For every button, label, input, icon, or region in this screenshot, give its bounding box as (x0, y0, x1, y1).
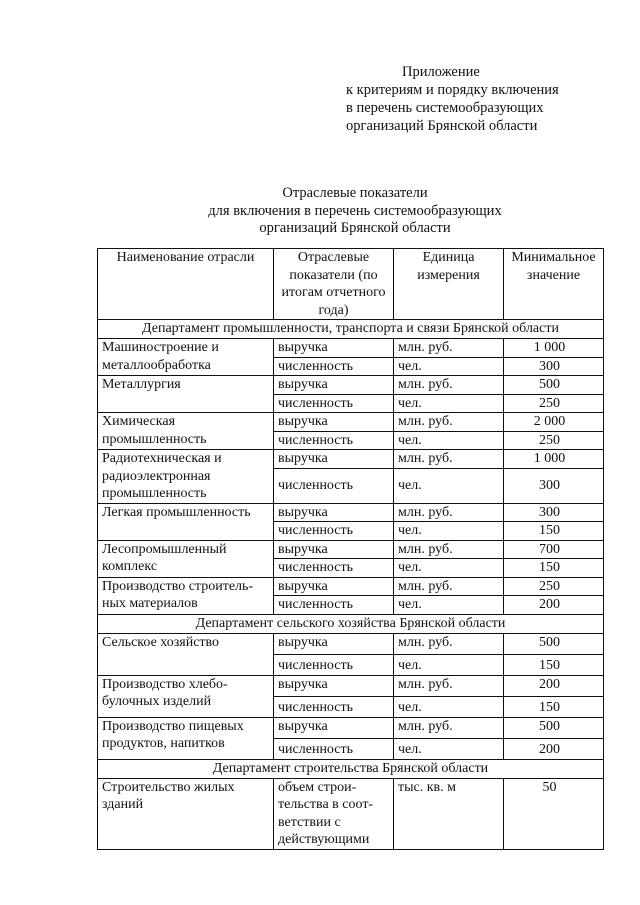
indicator-cell: численность (274, 468, 394, 503)
table-row (98, 540, 604, 559)
indicator-cell: численность (274, 357, 394, 376)
value-cell: 700 (504, 540, 604, 559)
table-row (98, 675, 604, 696)
indicator-cell: выручка (274, 376, 394, 395)
industry-name: Сельское хозяйство (98, 633, 274, 675)
appendix-line: организаций Брянской области (346, 118, 538, 134)
value-cell: 300 (504, 468, 604, 503)
value-cell: 150 (504, 559, 604, 578)
appendix-line: к критериям и порядку включения (346, 82, 559, 98)
value-cell: 500 (504, 633, 604, 654)
indicator-cell: численность (274, 522, 394, 541)
indicator-cell: выручка (274, 339, 394, 358)
table-header-row (98, 249, 604, 320)
value-cell: 2 000 (504, 413, 604, 432)
unit-cell: чел. (394, 394, 504, 413)
value-cell: 250 (504, 394, 604, 413)
indicator-cell: выручка (274, 503, 394, 522)
indicator-cell: выручка (274, 675, 394, 696)
value-cell: 500 (504, 376, 604, 395)
unit-cell: чел. (394, 522, 504, 541)
header-unit: Единица измерения (394, 249, 504, 320)
indicators-table (97, 248, 604, 850)
value-cell: 500 (504, 717, 604, 738)
indicator-cell: выручка (274, 540, 394, 559)
table-row (98, 633, 604, 654)
value-cell: 150 (504, 696, 604, 717)
value-cell: 200 (504, 738, 604, 759)
indicator-cell: объем строи-тельства в соот-ветствии с действующими (274, 778, 394, 849)
value-cell: 150 (504, 522, 604, 541)
department-row: Департамент строительства Брянской области (98, 759, 604, 778)
unit-cell: млн. руб. (394, 633, 504, 654)
indicator-cell: численность (274, 559, 394, 578)
title-line: Отраслевые показатели (282, 185, 428, 201)
table-row (98, 413, 604, 432)
table-row (98, 577, 604, 596)
unit-cell: млн. руб. (394, 503, 504, 522)
appendix-line: в перечень системообразующих (346, 100, 544, 116)
industry-name: Радиотехническая и радиоэлектронная промышленность (98, 450, 274, 504)
indicator-cell: численность (274, 596, 394, 615)
value-cell: 1 000 (504, 450, 604, 469)
indicator-cell: выручка (274, 633, 394, 654)
table-row (98, 376, 604, 395)
unit-cell: млн. руб. (394, 339, 504, 358)
table-row (98, 450, 604, 469)
header-industry: Наименование отрасли (98, 249, 274, 320)
unit-cell: чел. (394, 738, 504, 759)
indicator-cell: численность (274, 431, 394, 450)
table-row (98, 717, 604, 738)
industry-name: Строительство жилых зданий (98, 778, 274, 849)
industry-name: Производство строитель-ных материалов (98, 577, 274, 614)
industry-name: Химическая промышленность (98, 413, 274, 450)
unit-cell: чел. (394, 431, 504, 450)
header-indicator: Отраслевые показатели (по итогам отчетного года) (274, 249, 394, 320)
indicator-cell: численность (274, 654, 394, 675)
value-cell: 300 (504, 503, 604, 522)
unit-cell: чел. (394, 696, 504, 717)
unit-cell: чел. (394, 468, 504, 503)
value-cell: 50 (504, 778, 604, 849)
value-cell: 250 (504, 577, 604, 596)
value-cell: 250 (504, 431, 604, 450)
appendix-line: Приложение (402, 64, 480, 80)
indicator-cell: выручка (274, 717, 394, 738)
unit-cell: млн. руб. (394, 675, 504, 696)
industry-name: Машиностроение и металлообработка (98, 339, 274, 376)
title-line: для включения в перечень системообразующих (208, 202, 502, 219)
indicator-cell: выручка (274, 450, 394, 469)
value-cell: 150 (504, 654, 604, 675)
industry-name: Производство пищевых продуктов, напитков (98, 717, 274, 759)
indicator-cell: численность (274, 394, 394, 413)
unit-cell: млн. руб. (394, 450, 504, 469)
industry-name: Металлургия (98, 376, 274, 413)
unit-cell: млн. руб. (394, 717, 504, 738)
table-row (98, 503, 604, 522)
unit-cell: чел. (394, 357, 504, 376)
indicator-cell: выручка (274, 413, 394, 432)
table-row (98, 339, 604, 358)
unit-cell: чел. (394, 559, 504, 578)
department-row: Департамент сельского хозяйства Брянской области (98, 614, 604, 633)
value-cell: 1 000 (504, 339, 604, 358)
unit-cell: чел. (394, 654, 504, 675)
unit-cell: млн. руб. (394, 376, 504, 395)
unit-cell: чел. (394, 596, 504, 615)
header-min-value: Минимальное значение (504, 249, 604, 320)
appendix-heading (346, 63, 636, 135)
value-cell: 200 (504, 596, 604, 615)
unit-cell: млн. руб. (394, 577, 504, 596)
indicator-cell: численность (274, 738, 394, 759)
table-row (98, 778, 604, 849)
industry-name: Лесопромышленный комплекс (98, 540, 274, 577)
title-line: организаций Брянской области (259, 220, 451, 236)
indicator-cell: численность (274, 696, 394, 717)
industry-name: Производство хлебо-булочных изделий (98, 675, 274, 717)
document-title (95, 185, 615, 238)
indicator-cell: выручка (274, 577, 394, 596)
unit-cell: млн. руб. (394, 413, 504, 432)
value-cell: 200 (504, 675, 604, 696)
value-cell: 300 (504, 357, 604, 376)
industry-name: Легкая промышленность (98, 503, 274, 540)
unit-cell: млн. руб. (394, 540, 504, 559)
department-row: Департамент промышленности, транспорта и связи Брянской области (98, 320, 604, 339)
unit-cell: тыс. кв. м (394, 778, 504, 849)
